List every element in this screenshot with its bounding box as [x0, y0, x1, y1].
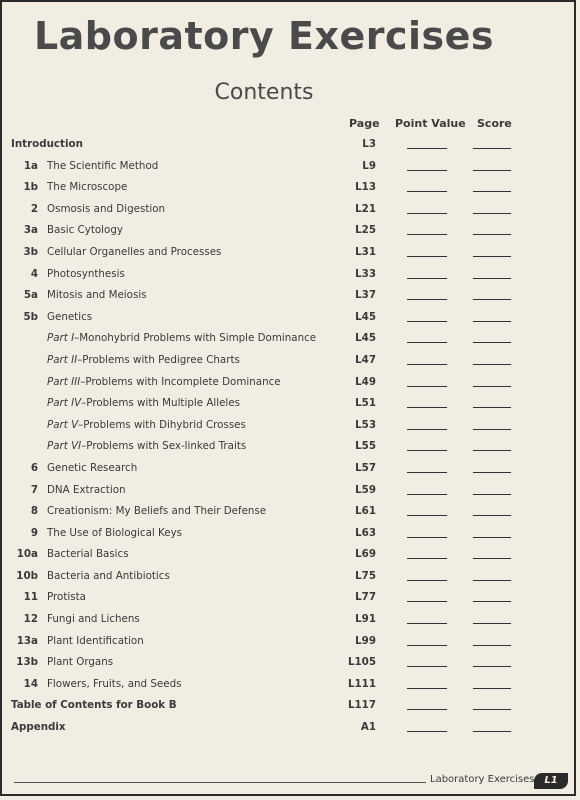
page-reference: L61 [355, 505, 376, 518]
exercise-title: Table of Contents for Book B [11, 699, 177, 712]
exercise-title: Photosynthesis [47, 267, 125, 280]
score-blank [473, 234, 511, 235]
point-value-blank [407, 256, 447, 257]
point-value-blank [407, 666, 447, 667]
point-value-blank [407, 731, 447, 732]
page-footer [0, 773, 580, 791]
toc-row [0, 156, 580, 178]
page-reference: L53 [355, 418, 376, 431]
point-value-blank [407, 170, 447, 171]
exercise-number: 12 [23, 613, 38, 626]
point-value-blank [407, 494, 447, 495]
exercise-title [47, 328, 316, 350]
page-reference: L59 [355, 483, 376, 496]
point-value-blank [407, 148, 447, 149]
score-blank [473, 278, 511, 279]
page-reference: L51 [355, 397, 376, 410]
score-blank [473, 256, 511, 257]
part-label: Part I [47, 332, 75, 345]
toc-row [0, 264, 580, 286]
toc-row [0, 220, 580, 242]
toc-row [0, 480, 580, 502]
exercise-number: 2 [30, 202, 38, 215]
exercise-title: Plant Organs [47, 656, 114, 669]
exercise-title: The Scientific Method [47, 159, 159, 172]
page-reference: L63 [355, 526, 376, 539]
score-blank [473, 645, 511, 646]
exercise-number: 9 [30, 526, 38, 539]
part-title: –Problems with Pedigree Charts [77, 353, 240, 366]
exercise-title [47, 393, 240, 415]
page-reference: L33 [355, 267, 376, 280]
score-blank [473, 299, 511, 300]
point-value-blank [407, 558, 447, 559]
score-blank [473, 429, 511, 430]
footer-rule [14, 782, 430, 783]
point-value-blank [407, 450, 447, 451]
point-value-blank [407, 601, 447, 602]
toc-row [0, 652, 580, 674]
toc-row [0, 285, 580, 307]
point-value-blank [407, 515, 447, 516]
exercise-number: 13b [16, 656, 38, 669]
point-value-blank [407, 580, 447, 581]
page-reference: L13 [355, 181, 376, 194]
score-blank [473, 364, 511, 365]
page-reference: L91 [355, 613, 376, 626]
exercise-title: The Use of Biological Keys [47, 526, 183, 539]
page-reference: A1 [360, 721, 376, 734]
part-label: Part III [47, 375, 81, 388]
exercise-title: Creationism: My Beliefs and Their Defense [47, 505, 267, 518]
score-blank [473, 494, 511, 495]
score-blank [473, 407, 511, 408]
point-value-blank [407, 321, 447, 322]
toc-row [0, 544, 580, 566]
exercise-number: 4 [30, 267, 38, 280]
part-title: –Problems with Incomplete Dominance [80, 375, 281, 388]
point-value-blank [407, 191, 447, 192]
page-reference: L117 [347, 699, 376, 712]
point-value-blank [407, 364, 447, 365]
score-blank [473, 450, 511, 451]
exercise-title: The Microscope [47, 181, 128, 194]
exercise-title [47, 372, 281, 394]
page-reference: L77 [355, 591, 376, 604]
exercise-number: 5a [23, 289, 38, 302]
score-blank [473, 688, 511, 689]
exercise-title: Plant Identification [47, 634, 144, 647]
page-reference: L21 [355, 202, 376, 215]
column-header-score: Score [477, 117, 512, 130]
exercise-title: Cellular Organelles and Processes [47, 245, 222, 258]
exercise-title: Flowers, Fruits, and Seeds [47, 677, 182, 690]
point-value-blank [407, 407, 447, 408]
document-title: Laboratory Exercises [33, 14, 495, 58]
exercise-title [47, 415, 246, 437]
toc-row [0, 566, 580, 588]
score-blank [473, 623, 511, 624]
toc-row [0, 328, 580, 350]
exercise-number: 1b [23, 181, 38, 194]
exercise-number: 7 [30, 483, 38, 496]
toc-row [0, 372, 580, 394]
page-reference: L57 [355, 461, 376, 474]
part-label: Part IV [47, 397, 82, 410]
page-reference: L3 [362, 138, 376, 150]
toc-row [0, 695, 580, 717]
point-value-blank [407, 213, 447, 214]
score-blank [473, 515, 511, 516]
exercise-title: Genetics [47, 310, 93, 323]
score-blank [473, 666, 511, 667]
toc-row [0, 177, 580, 199]
point-value-blank [407, 623, 447, 624]
page-reference: L55 [355, 440, 376, 453]
page-reference: L99 [355, 634, 376, 647]
exercise-number: 13a [16, 634, 38, 647]
toc-row [0, 609, 580, 631]
part-label: Part II [47, 353, 78, 366]
score-blank [473, 580, 511, 581]
toc-row [0, 436, 580, 458]
page-reference: L111 [347, 677, 376, 690]
exercise-title: Basic Cytology [47, 224, 123, 237]
part-title: –Problems with Sex-linked Traits [81, 440, 247, 453]
page-reference: L31 [355, 245, 376, 258]
page-reference: L45 [355, 310, 376, 323]
page-reference: L25 [355, 224, 376, 237]
score-blank [473, 558, 511, 559]
footer-title: Laboratory Exercises [426, 774, 538, 785]
exercise-title: Osmosis and Digestion [47, 202, 166, 215]
page-reference: L49 [355, 375, 376, 388]
toc-row [0, 199, 580, 221]
exercise-number: 6 [30, 461, 38, 474]
point-value-blank [407, 537, 447, 538]
page-reference: L69 [355, 548, 376, 561]
exercise-number: 14 [23, 677, 38, 690]
toc-row [0, 415, 580, 437]
contents-heading: Contents [214, 80, 314, 105]
point-value-blank [407, 429, 447, 430]
point-value-blank [407, 645, 447, 646]
page-reference: L105 [347, 656, 376, 669]
exercise-number: 5b [23, 310, 38, 323]
exercise-title: Genetic Research [47, 461, 138, 474]
exercise-number: 3a [23, 224, 38, 237]
score-blank [473, 386, 511, 387]
toc-row [0, 674, 580, 696]
table-of-contents [0, 134, 580, 739]
column-header-point-value: Point Value [395, 117, 466, 130]
exercise-title: Bacteria and Antibiotics [47, 569, 170, 582]
page-number-badge: L1 [534, 773, 568, 789]
point-value-blank [407, 342, 447, 343]
toc-row [0, 393, 580, 415]
toc-row [0, 458, 580, 480]
score-blank [473, 342, 511, 343]
page-reference: L45 [355, 332, 376, 345]
toc-row [0, 501, 580, 523]
exercise-title [47, 350, 240, 372]
page-reference: L75 [355, 569, 376, 582]
toc-row [0, 134, 580, 156]
exercise-number: 10a [16, 548, 38, 561]
toc-row [0, 307, 580, 329]
score-blank [473, 472, 511, 473]
exercise-number: 1a [23, 159, 38, 172]
toc-row [0, 717, 580, 739]
score-blank [473, 731, 511, 732]
exercise-number: 3b [23, 245, 38, 258]
point-value-blank [407, 386, 447, 387]
point-value-blank [407, 278, 447, 279]
score-blank [473, 537, 511, 538]
part-title: –Problems with Dihybrid Crosses [78, 418, 246, 431]
exercise-title: Protista [47, 591, 86, 604]
page-reference: L9 [362, 159, 376, 172]
exercise-title: Mitosis and Meiosis [47, 289, 147, 302]
score-blank [473, 213, 511, 214]
score-blank [473, 321, 511, 322]
exercise-title: Appendix [11, 721, 66, 734]
score-blank [473, 601, 511, 602]
exercise-title: Bacterial Basics [47, 548, 129, 561]
toc-row [0, 631, 580, 653]
score-blank [473, 148, 511, 149]
point-value-blank [407, 472, 447, 473]
exercise-title: Introduction [11, 138, 83, 150]
part-title: –Problems with Multiple Alleles [81, 397, 240, 410]
score-blank [473, 709, 511, 710]
part-title: –Monohybrid Problems with Simple Dominance [74, 332, 317, 345]
exercise-title: DNA Extraction [47, 483, 126, 496]
column-header-page: Page [349, 117, 380, 130]
toc-row [0, 350, 580, 372]
part-label: Part V [47, 418, 79, 431]
point-value-blank [407, 234, 447, 235]
point-value-blank [407, 299, 447, 300]
point-value-blank [407, 709, 447, 710]
toc-row [0, 523, 580, 545]
exercise-title [47, 436, 246, 458]
exercise-number: 10b [16, 569, 38, 582]
exercise-number: 8 [30, 505, 38, 518]
exercise-number: 11 [23, 591, 38, 604]
score-blank [473, 170, 511, 171]
exercise-title: Fungi and Lichens [47, 613, 140, 626]
page-reference: L47 [355, 353, 376, 366]
page-reference: L37 [355, 289, 376, 302]
point-value-blank [407, 688, 447, 689]
score-blank [473, 191, 511, 192]
part-label: Part VI [47, 440, 82, 453]
toc-row [0, 587, 580, 609]
toc-row [0, 242, 580, 264]
